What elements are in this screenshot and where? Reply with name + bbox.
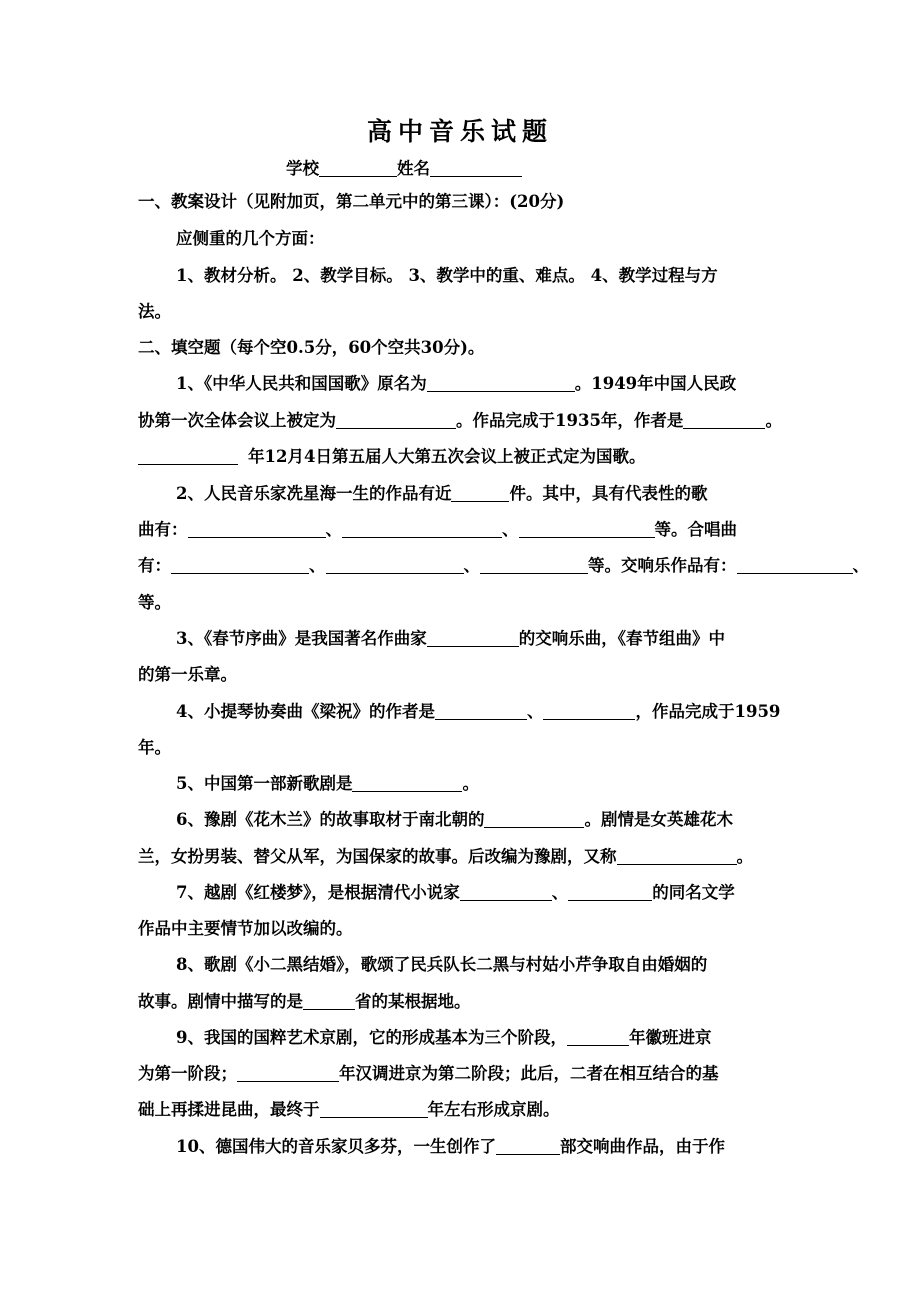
q4-blank1[interactable] <box>435 701 527 720</box>
q4-text-b: ，作品完成于1959 <box>635 702 781 721</box>
q5-blank1[interactable] <box>352 773 462 792</box>
q2-blank1[interactable] <box>451 483 509 502</box>
q2-sep: 、 <box>502 520 519 539</box>
q10-text-a: 10、德国伟大的音乐家贝多芬，一生创作了 <box>176 1137 496 1156</box>
q10-blank1[interactable] <box>496 1136 560 1155</box>
q5-text-a: 5、中国第一部新歌剧是 <box>176 774 353 793</box>
q9-blank3[interactable] <box>320 1099 428 1118</box>
q2-sep: 、 <box>463 556 480 575</box>
q1-line3 <box>138 444 645 470</box>
q9-text-b: 年徽班进京 <box>628 1028 712 1047</box>
q2-text-g: 、 <box>852 556 869 575</box>
q6-text-b: 。剧情是女英雄花木 <box>584 810 733 829</box>
q1-text-a: 1、《中华人民共和国国歌》原名为 <box>176 374 427 393</box>
q2-line3 <box>138 553 869 579</box>
q2-sep: 、 <box>309 556 326 575</box>
q4-line2: 年。 <box>138 738 171 757</box>
name-blank[interactable] <box>430 158 522 177</box>
q1-text-c: 协第一次全体会议上被定为 <box>138 411 336 430</box>
q9-line1 <box>176 1025 711 1051</box>
q1-line2 <box>138 408 782 434</box>
q7-text-b: 的同名文学 <box>652 883 735 902</box>
q2-blank5[interactable] <box>171 555 309 574</box>
q9-line3 <box>138 1097 560 1123</box>
q1-blank3[interactable] <box>683 410 765 429</box>
section1-points-line1: 1、教材分析。 2、教学目标。 3、教学中的重、难点。 4、教学过程与方 <box>176 266 718 285</box>
school-label: 学校 <box>286 159 319 178</box>
section1-points-line2: 法。 <box>138 302 171 321</box>
exam-title: 高中音乐试题 <box>366 117 553 146</box>
q10-text-b: 部交响曲作品，由于作 <box>559 1137 725 1156</box>
q6-text-d: 。 <box>736 847 753 866</box>
q6-line2 <box>138 844 753 870</box>
q3-text-a: 3、《春节序曲》是我国著名作曲家 <box>176 629 427 648</box>
section1-heading: 一、教案设计（见附加页，第二单元中的第三课）：(20分) <box>138 192 565 211</box>
q9-blank1[interactable] <box>567 1027 629 1046</box>
q9-text-c: 为第一阶段； <box>138 1064 237 1083</box>
q2-line4: 等。 <box>138 593 171 612</box>
q2-blank6[interactable] <box>326 555 464 574</box>
q5-line1 <box>176 771 479 797</box>
q2-text-e: 有： <box>138 556 171 575</box>
q7-line2: 作品中主要情节加以改编的。 <box>138 919 353 938</box>
q7-line1 <box>176 880 735 906</box>
q2-blank8[interactable] <box>737 555 853 574</box>
q8-blank1[interactable] <box>303 991 355 1010</box>
section2-heading: 二、填空题（每个空0.5分，60个空共30分)。 <box>138 338 485 357</box>
q1-line1 <box>176 371 736 397</box>
q2-text-d: 等。合唱曲 <box>654 520 737 539</box>
q1-text-d: 。作品完成于1935年，作者是 <box>456 411 684 430</box>
q9-blank2[interactable] <box>237 1063 339 1082</box>
q2-text-b: 件。其中，具有代表性的歌 <box>509 484 708 503</box>
q3-blank1[interactable] <box>427 628 519 647</box>
q7-sep: 、 <box>551 883 569 902</box>
q1-blank2[interactable] <box>336 410 456 429</box>
q8-line2 <box>138 989 471 1015</box>
name-label: 姓名 <box>397 159 430 178</box>
q4-text-a: 4、小提琴协奏曲《梁祝》的作者是 <box>176 702 435 721</box>
q9-text-e: 础上再揉进昆曲，最终于 <box>138 1100 320 1119</box>
header-line <box>286 156 522 182</box>
q9-text-f: 年左右形成京剧。 <box>427 1100 560 1119</box>
q6-text-a: 6、豫剧《花木兰》的故事取材于南北朝的 <box>176 810 485 829</box>
q6-blank1[interactable] <box>484 809 584 828</box>
q2-blank7[interactable] <box>480 555 588 574</box>
q8-text-c: 省的某根据地。 <box>355 992 471 1011</box>
q1-text-b: 。1949年中国人民政 <box>574 374 737 393</box>
q1-blank4[interactable] <box>138 446 238 465</box>
q2-line2 <box>138 517 737 543</box>
q7-text-a: 7、越剧《红楼梦》，是根据清代小说家 <box>176 883 460 902</box>
q6-blank2[interactable] <box>617 846 737 865</box>
q3-text-b: 的交响乐曲，《春节组曲》中 <box>518 629 725 648</box>
q4-line1 <box>176 699 780 725</box>
section1-intro: 应侧重的几个方面： <box>176 229 325 248</box>
q6-text-c: 兰，女扮男装、替父从军，为国保家的故事。后改编为豫剧，又称 <box>138 847 617 866</box>
q8-text-b: 故事。剧情中描写的是 <box>138 992 303 1011</box>
q7-blank1[interactable] <box>460 882 552 901</box>
q2-text-c: 曲有： <box>138 520 188 539</box>
q9-line2 <box>138 1061 719 1087</box>
q1-blank1[interactable] <box>427 373 575 392</box>
q9-text-d: 年汉调进京为第二阶段；此后，二者在相互结合的基 <box>339 1064 719 1083</box>
q2-text-f: 等。交响乐作品有： <box>588 556 737 575</box>
q2-sep: 、 <box>325 520 342 539</box>
q1-text-f: 年12月4日第五届人大第五次会议上被正式定为国歌。 <box>248 447 646 466</box>
q4-sep: 、 <box>526 702 544 721</box>
q8-line1: 8、歌剧《小二黑结婚》，歌颂了民兵队长二黑与村姑小芹争取自由婚姻的 <box>176 955 708 974</box>
q3-line2: 的第一乐章。 <box>138 665 237 684</box>
q6-line1 <box>176 807 733 833</box>
q10-line1 <box>176 1134 725 1160</box>
q2-blank3[interactable] <box>342 519 502 538</box>
q7-blank2[interactable] <box>568 882 652 901</box>
q2-text-a: 2、人民音乐家冼星海一生的作品有近 <box>176 484 452 503</box>
q4-blank2[interactable] <box>543 701 635 720</box>
q2-blank2[interactable] <box>188 519 326 538</box>
school-blank[interactable] <box>319 158 397 177</box>
q2-blank4[interactable] <box>519 519 655 538</box>
q9-text-a: 9、我国的国粹艺术京剧，它的形成基本为三个阶段， <box>176 1028 567 1047</box>
q2-line1 <box>176 481 707 507</box>
q3-line1 <box>176 626 725 652</box>
q5-text-b: 。 <box>462 774 479 793</box>
q1-text-e: 。 <box>765 411 782 430</box>
